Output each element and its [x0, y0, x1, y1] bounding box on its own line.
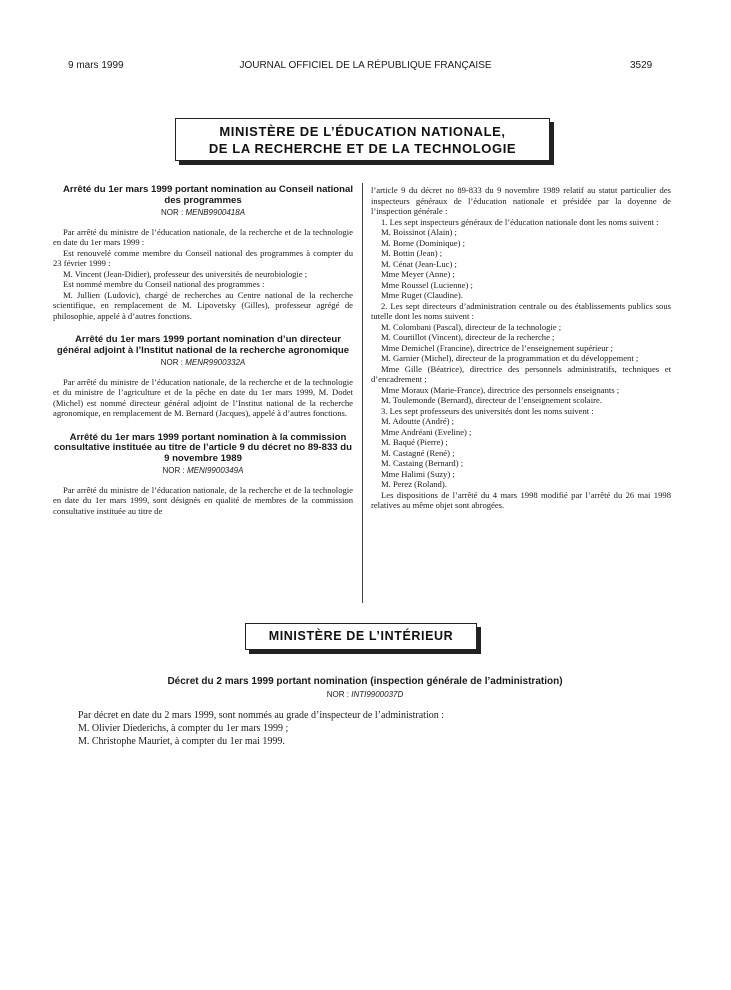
right-column-line: M. Castaing (Bernard) ; — [381, 458, 464, 468]
right-column-line: 1. Les sept inspecteurs généraux de l’éducation nationale dont les noms suivent : — [381, 216, 659, 227]
right-column-line: Mme Ruget (Claudine). — [381, 290, 463, 300]
right-column-line: M. Boissinot (Alain) ; — [381, 227, 457, 237]
decret-title: Décret du 2 mars 1999 portant nomination (inspection générale de l’administration) — [167, 676, 563, 687]
paragraph: M. Christophe Mauriet, à compter du 1er mai 1999. — [78, 735, 285, 747]
arrete-2 — [53, 335, 353, 419]
ministry-line-2: DE LA RECHERCHE ET DE LA TECHNOLOGIE — [208, 140, 517, 156]
right-column-line: M. Colombani (Pascal), directeur de la technologie ; — [381, 321, 562, 332]
arrete-3-title: Arrêté du 1er mars 1999 portant nomination à la commission consultative instituée au titre de l’article 9 du décret no 89-833 du 9 novembre 1989 — [53, 431, 353, 464]
paragraph: Par décret en date du 2 mars 1999, sont nommés au grade d’inspecteur de l’administration : — [78, 709, 445, 721]
header-date: 9 mars 1999 — [68, 60, 124, 71]
right-column-line: M. Castagné (René) ; — [381, 447, 455, 458]
arrete-2-nor-code: MENR9900332A — [185, 358, 246, 367]
arrete-3 — [53, 433, 353, 517]
page-number: 3529 — [630, 60, 653, 71]
arrete-2-nor: NOR : MENR9900332A — [160, 358, 246, 367]
paragraph: Par arrêté du ministre de l’éducation nationale, de la recherche et de la technologie et du ministre de l’agriculture et de la pêche en date du 1er mars 1999, M. Dodet (Michel) est nommé directeur général adjoint de l’Institut national de la recherche agronomique, en remplacement de M. Bernard (Jacques), appelé à d’autres fonctions. — [53, 376, 353, 418]
decret — [60, 677, 670, 748]
ministry-2-title: MINISTÈRE DE L’INTÉRIEUR — [268, 629, 454, 643]
decret-nor: NOR : INTI9900037D — [326, 689, 404, 699]
paragraph: Par arrêté du ministre de l’éducation nationale, de la recherche et de la technologie en date du 1er mars 1999, sont désignés en qualité de membres de la commission consultative instituée au titre de — [53, 484, 353, 516]
right-column-line: Mme Meyer (Anne) ; — [381, 269, 455, 279]
ministry-line-1: MINISTÈRE DE L’ÉDUCATION NATIONALE, — [219, 123, 506, 139]
right-column-line: l’article 9 du décret no 89-833 du 9 novembre 1989 relatif au statut particulier des inspecteurs généraux de l’éducation nationale et présidée par la doyenne de l’inspection générale : — [371, 185, 671, 216]
right-column-line: M. Borne (Dominique) ; — [381, 237, 466, 248]
arrete-1-nor-code: MENB9900418A — [185, 208, 246, 217]
paragraph: M. Vincent (Jean-Didier), professeur des universités de neurobiologie ; — [63, 268, 308, 279]
decret-nor-code: INTI9900037D — [351, 689, 404, 699]
paragraph: M. Olivier Diederichs, à compter du 1er mars 1999 ; — [78, 722, 289, 734]
right-column-line: Mme Andréani (Eveline) ; — [381, 426, 472, 437]
right-column-line: M. Toulemonde (Bernard), directeur de l’enseignement scolaire. — [381, 395, 602, 405]
arrete-3-nor-code: MENI9900349A — [186, 466, 244, 475]
journal-title: JOURNAL OFFICIEL DE LA RÉPUBLIQUE FRANÇAISE — [239, 60, 492, 71]
arrete-1-nor: NOR : MENB9900418A — [160, 208, 246, 217]
arrete-1 — [53, 185, 353, 321]
paragraph: Est nommé membre du Conseil national des programmes : — [63, 279, 265, 289]
ministry-banner-education — [175, 118, 550, 161]
decret-body — [60, 709, 670, 748]
arrete-1-title: Arrêté du 1er mars 1999 portant nomination au Conseil national des programmes — [63, 184, 354, 206]
right-column — [371, 185, 671, 511]
paragraph: Est renouvelé comme membre du Conseil national des programmes à compter du 23 février 1999 : — [53, 247, 353, 268]
ministry-banner-interieur — [245, 623, 477, 650]
arrete-2-title: Arrêté du 1er mars 1999 portant nomination d’un directeur général adjoint à l’Institut national de la recherche agronomique — [56, 334, 350, 356]
right-column-line: M. Bottin (Jean) ; — [381, 248, 443, 258]
right-column-line: M. Adoutte (André) ; — [381, 416, 455, 426]
right-column-line: M. Cénat (Jean-Luc) ; — [381, 258, 457, 269]
right-column-line: Mme Halimi (Suzy) ; — [381, 468, 455, 479]
right-column-line: M. Courtillot (Vincent), directeur de la recherche ; — [381, 332, 555, 342]
column-separator — [362, 183, 363, 603]
right-column-line: Mme Moraux (Marie-France), directrice des personnels enseignants ; — [381, 384, 620, 395]
right-column-line: M. Garnier (Michel), directeur de la programmation et du développement ; — [381, 353, 639, 363]
right-column-line: 2. Les sept directeurs d’administration centrale ou des établissements publics sous tutelle dont les noms suivent : — [371, 300, 671, 321]
right-column-line: Mme Gille (Béatrice), directrice des personnels administratifs, techniques et d’encadrement ; — [371, 363, 671, 384]
right-column-line: Les dispositions de l’arrêté du 4 mars 1998 modifié par l’arrêté du 26 mai 1998 relatives au même objet sont abrogées. — [371, 489, 671, 510]
right-column-line: Mme Roussel (Lucienne) ; — [381, 279, 473, 290]
right-column-line: M. Baqué (Pierre) ; — [381, 437, 448, 447]
right-column-line: M. Perez (Roland). — [381, 479, 447, 489]
paragraph: Par arrêté du ministre de l’éducation nationale, de la recherche et de la technologie en date du 1er mars 1999 : — [53, 226, 353, 247]
paragraph: M. Jullien (Ludovic), chargé de recherches au Centre national de la recherche scientifique, en remplacement de M. Lipovetsky (Gilles), professeur agrégé de philosophie, appelé à d’autres fonctions. — [53, 289, 353, 321]
left-column — [53, 185, 353, 516]
arrete-3-nor: NOR : MENI9900349A — [162, 466, 244, 475]
right-column-line: 3. Les sept professeurs des universités dont les noms suivent : — [381, 405, 594, 416]
right-column-line: Mme Demichel (Francine), directrice de l’enseignement supérieur ; — [381, 342, 613, 353]
